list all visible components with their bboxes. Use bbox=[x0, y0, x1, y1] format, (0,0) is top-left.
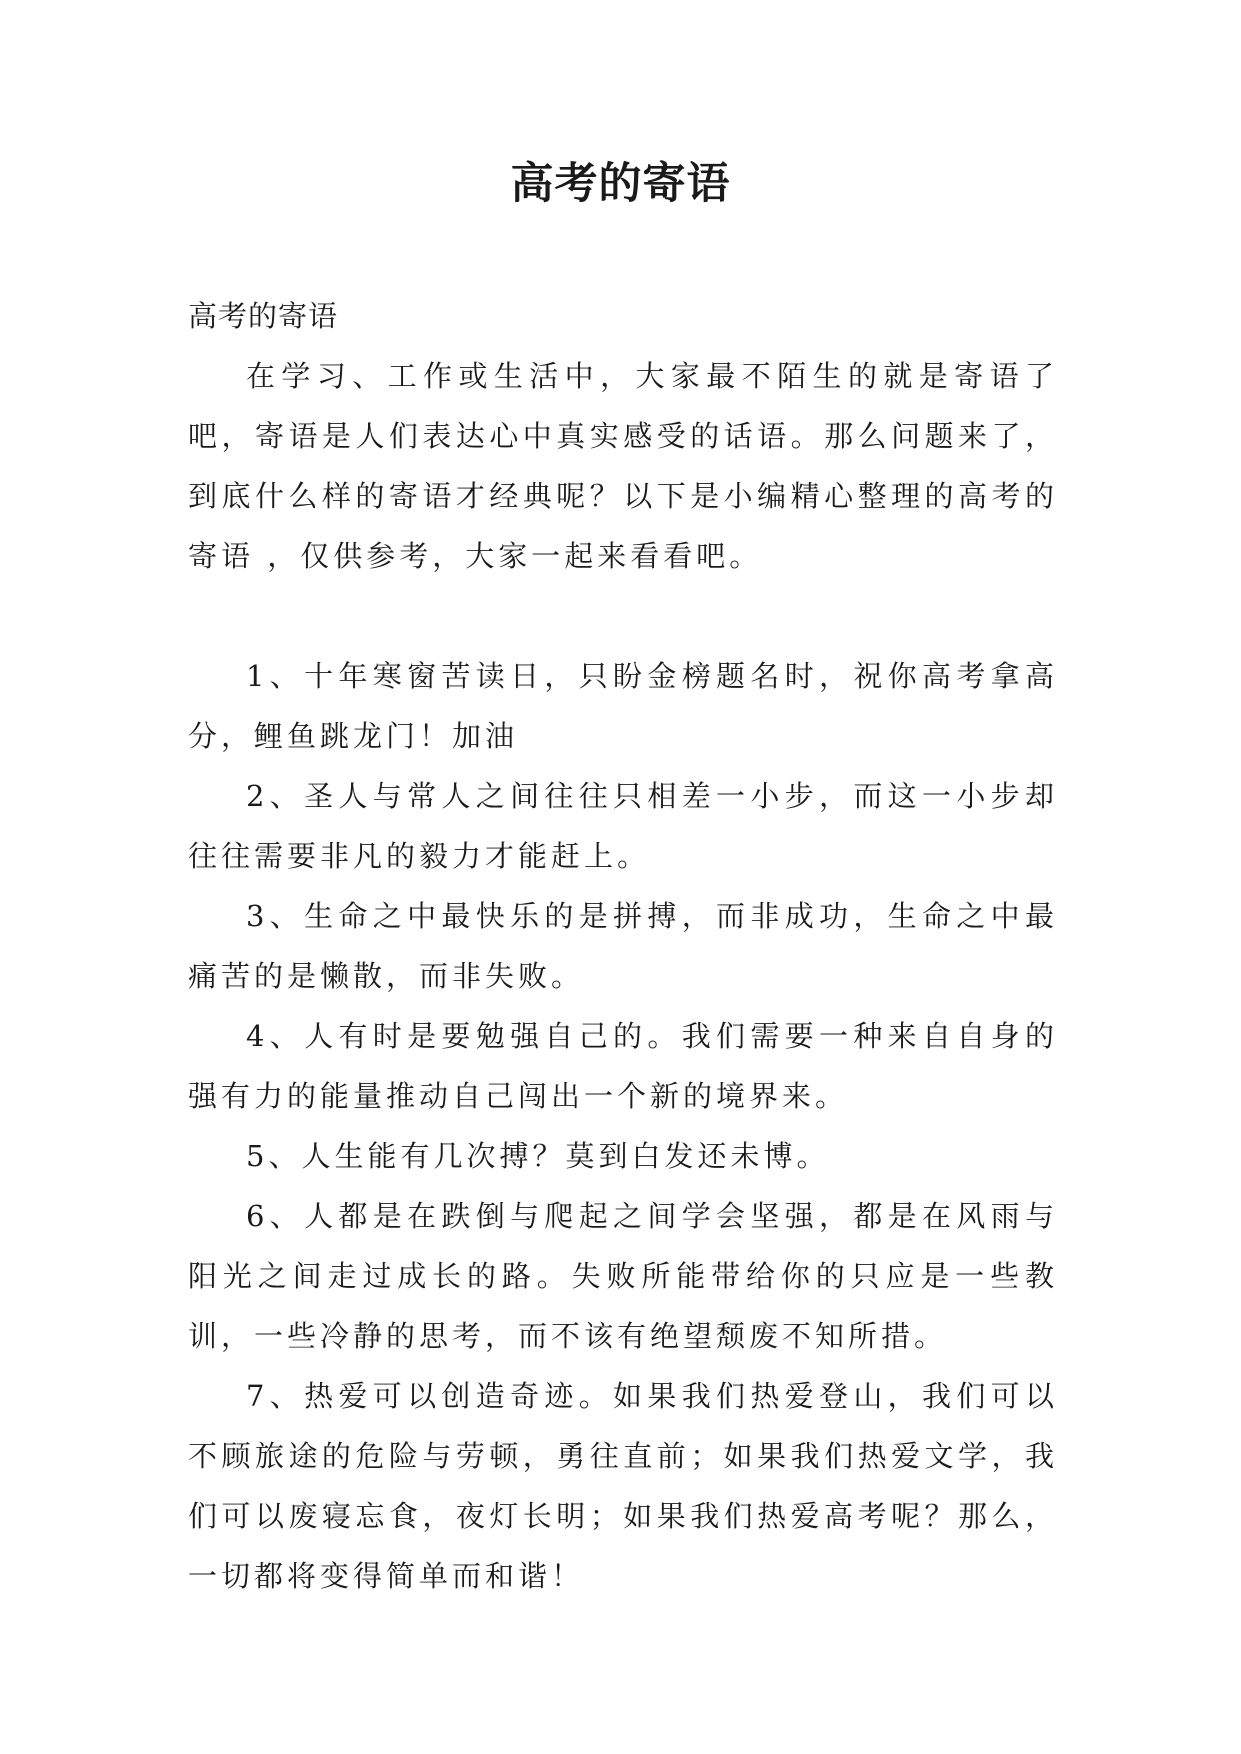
document-body bbox=[188, 286, 1058, 1606]
blank-line bbox=[188, 586, 1058, 646]
list-item: 7、热爱可以创造奇迹。如果我们热爱登山，我们可以不顾旅途的危险与劳顿，勇往直前；如果我们热爱文学，我们可以废寝忘食，夜灯长明；如果我们热爱高考呢？那么，一切都将变得简单而和谐！ bbox=[188, 1379, 1058, 1593]
list-item: 2、圣人与常人之间往往只相差一小步，而这一小步却往往需要非凡的毅力才能赶上。 bbox=[188, 779, 1058, 873]
document-subtitle: 高考的寄语 bbox=[188, 299, 339, 333]
list-item: 1、十年寒窗苦读日，只盼金榜题名时，祝你高考拿高分，鲤鱼跳龙门！加油 bbox=[188, 659, 1058, 753]
list-item: 6、人都是在跌倒与爬起之间学会坚强，都是在风雨与阳光之间走过成长的路。失败所能带给你的只应是一些教训，一些冷静的思考，而不该有绝望颓废不知所措。 bbox=[188, 1199, 1058, 1353]
list-item: 3、生命之中最快乐的是拼搏，而非成功，生命之中最痛苦的是懒散，而非失败。 bbox=[188, 899, 1058, 993]
intro-paragraph: 在学习、工作或生活中，大家最不陌生的就是寄语了吧，寄语是人们表达心中真实感受的话语。那么问题来了，到底什么样的寄语才经典呢？以下是小编精心整理的高考的寄语 ，仅供参考，大家一起来看看吧。 bbox=[188, 359, 1058, 573]
list-item: 5、人生能有几次搏？莫到白发还未博。 bbox=[246, 1139, 830, 1173]
list-item: 4、人有时是要勉强自己的。我们需要一种来自自身的强有力的能量推动自己闯出一个新的境界来。 bbox=[188, 1019, 1058, 1113]
document-title: 高考的寄语 bbox=[510, 159, 731, 209]
